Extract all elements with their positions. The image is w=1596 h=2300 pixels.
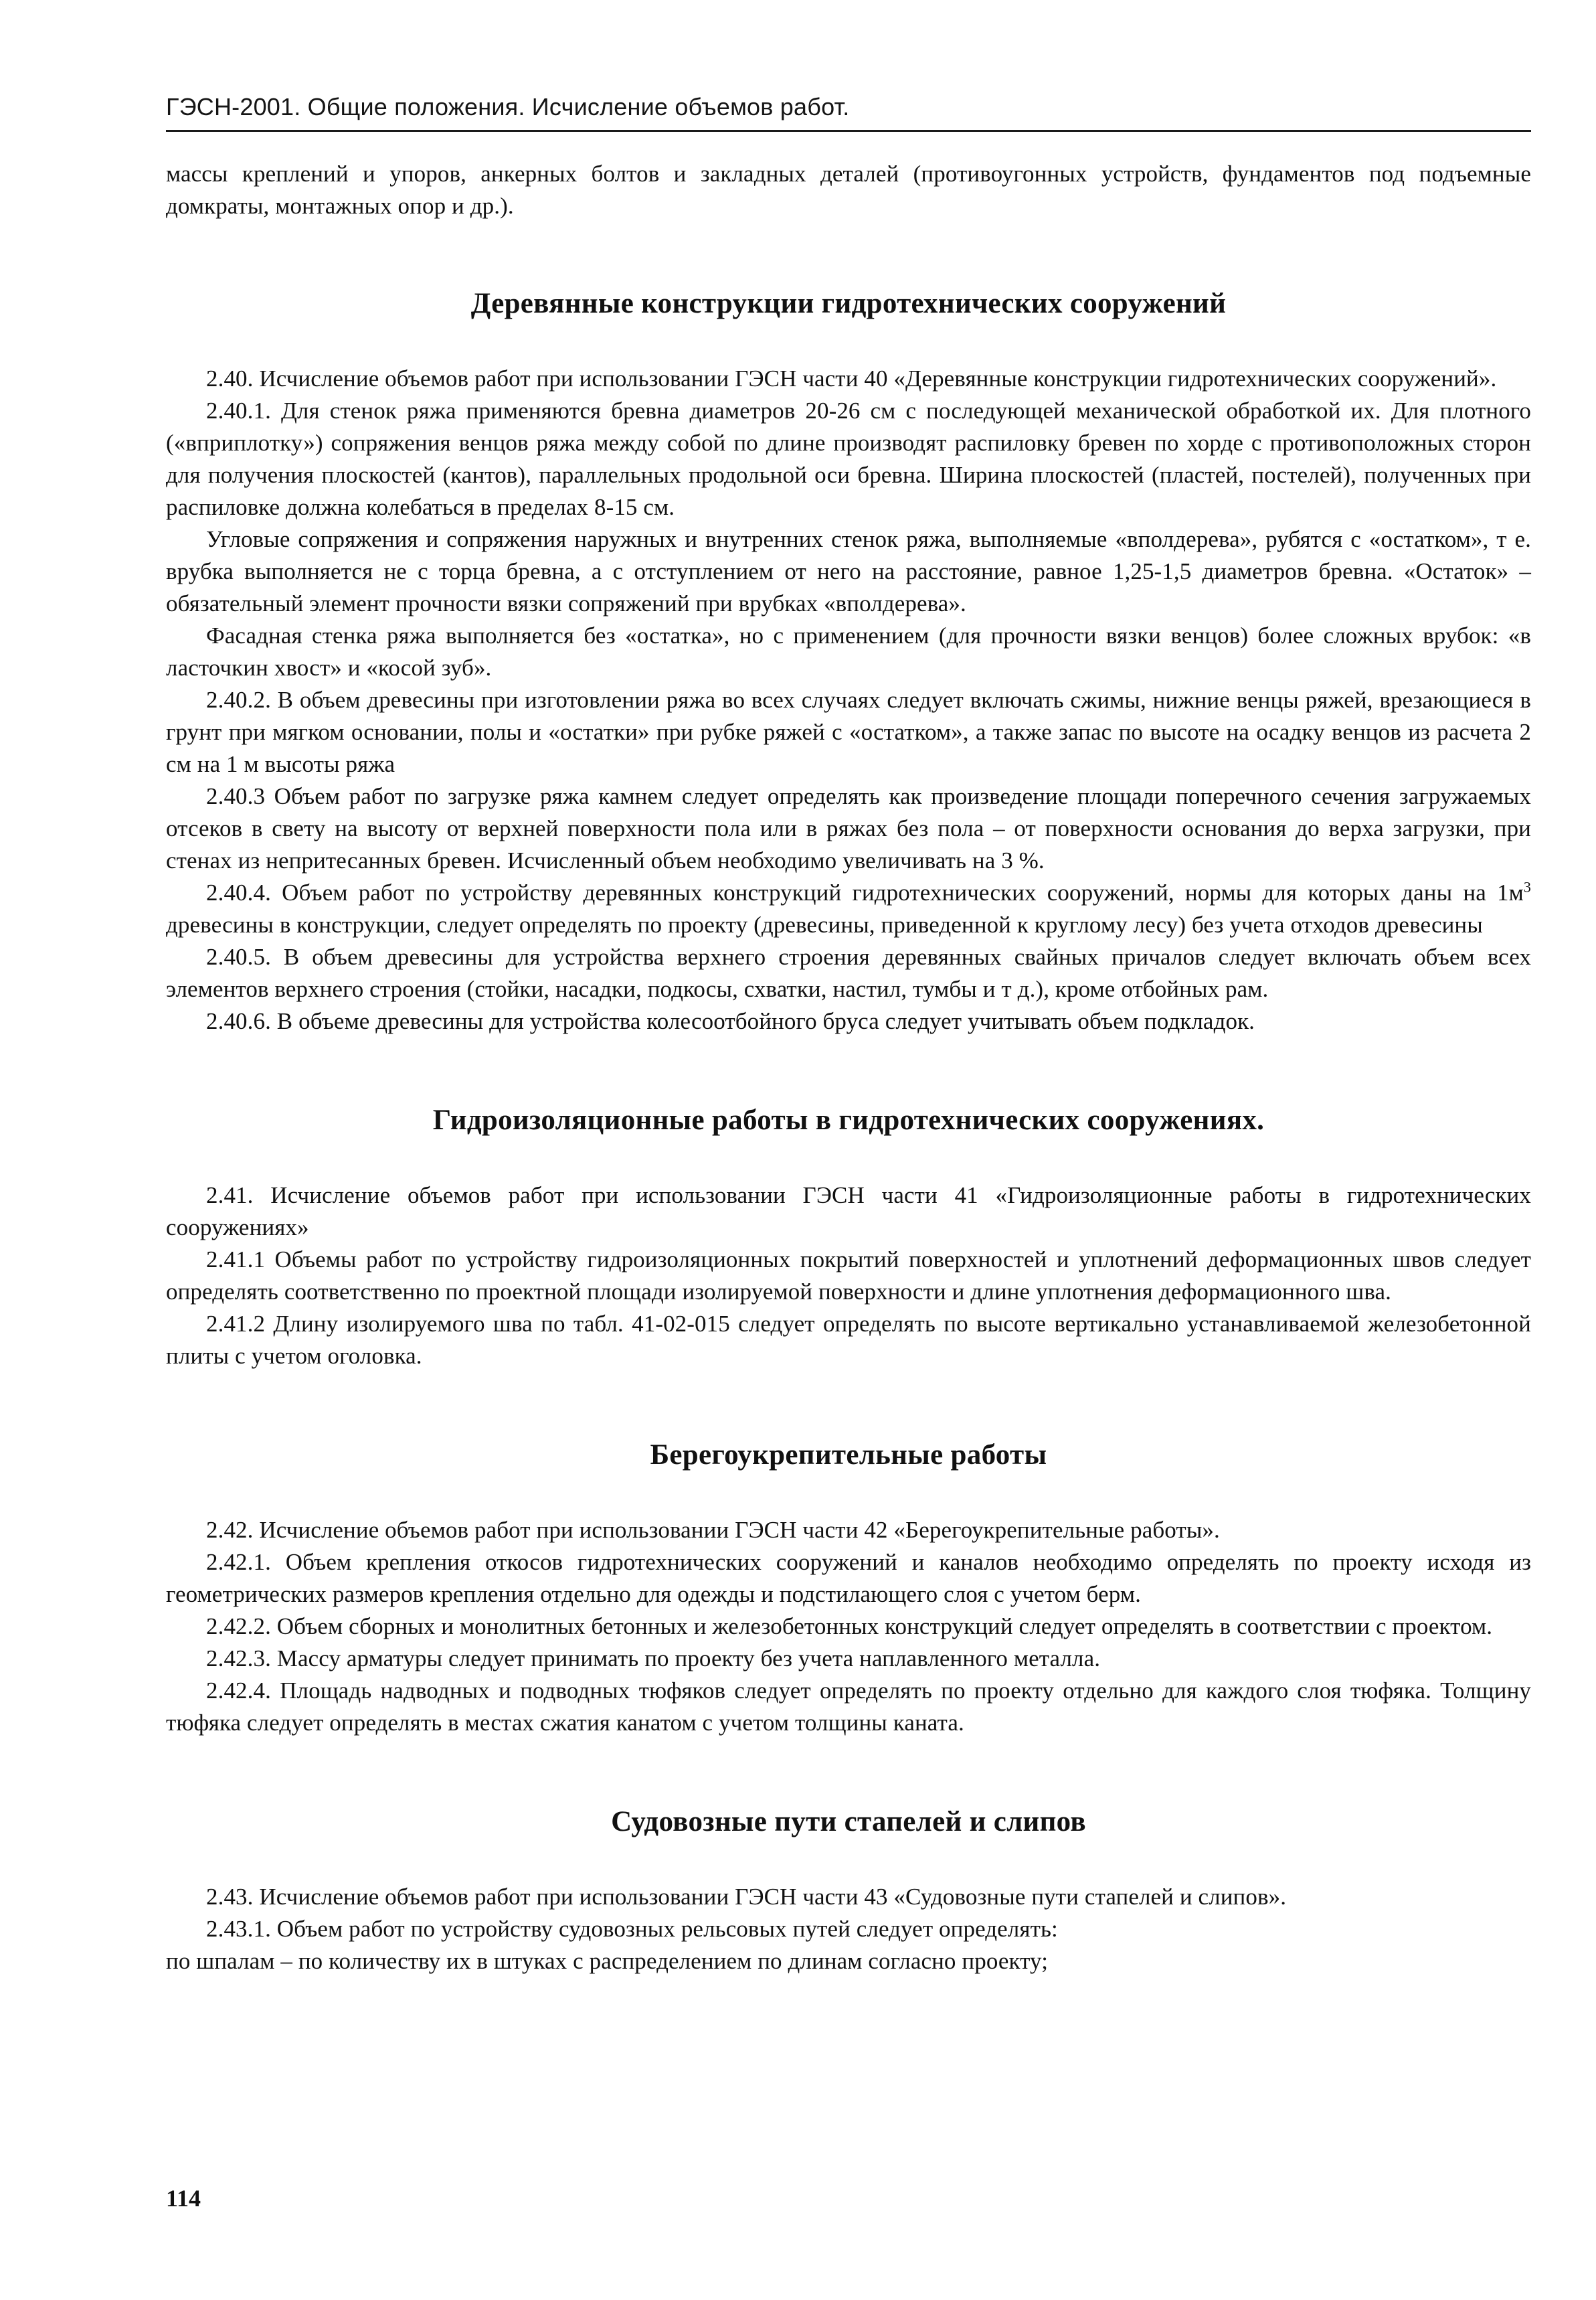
paragraph-2-42: 2.42. Исчисление объемов работ при использовании ГЭСН части 42 «Берегоукрепительные работы». bbox=[206, 1517, 1220, 1543]
superscript-cubic: 3 bbox=[1523, 878, 1531, 896]
paragraph-2-43-1: 2.43.1. Объем работ по устройству судовозных рельсовых путей следует определять: bbox=[206, 1916, 1058, 1942]
paragraph-2-42-2: 2.42.2. Объем сборных и монолитных бетонных и железобетонных конструкций следует определять в соответствии с проектом. bbox=[206, 1613, 1493, 1639]
paragraph-2-40: 2.40. Исчисление объемов работ при использовании ГЭСН части 40 «Деревянные конструкции гидротехнических сооружений». bbox=[206, 365, 1497, 392]
header-rule bbox=[166, 130, 1531, 132]
section-heading-waterproofing: Гидроизоляционные работы в гидротехнических сооружениях. bbox=[432, 1104, 1265, 1136]
paragraph-facade-wall: Фасадная стенка ряжа выполняется без «остатка», но с применением (для прочности вязки венцов) более сложных врубок: «в ласточкин хвост» и «косой зуб». bbox=[166, 623, 1531, 681]
paragraph-2-41-1: 2.41.1 Объемы работ по устройству гидроизоляционных покрытий поверхностей и уплотнений деформационных швов следует определять соответственно по проектной площади изолируемой поверхности и длине уплотнения деформационного шва. bbox=[166, 1246, 1531, 1305]
paragraph-2-42-1: 2.42.1. Объем крепления откосов гидротехнических сооружений и каналов необходимо определять по проекту исходя из геометрических размеров крепления отдельно для одежды и подстилающего слоя с учетом берм. bbox=[166, 1549, 1531, 1607]
paragraph-2-40-3: 2.40.3 Объем работ по загрузке ряжа камнем следует определять как произведение площади поперечного сечения загружаемых отсеков в свету на высоту от верхней поверхности пола или в ряжах без пола – от поверхности основания до верха загрузки, при стенах из непритесанных бревен. Исчисленный объем необходимо увеличивать на 3 %. bbox=[166, 783, 1531, 874]
page-body bbox=[166, 158, 1531, 1977]
paragraph-2-40-4 bbox=[166, 877, 1531, 941]
section-heading-wooden-structures: Деревянные конструкции гидротехнических сооружений bbox=[470, 288, 1227, 319]
section-heading-ship-tracks: Судовозные пути стапелей и слипов bbox=[611, 1806, 1086, 1837]
paragraph-2-40-4-text-start: 2.40.4. Объем работ по устройству деревянных конструкций гидротехнических сооружений, нормы для которых даны на 1м bbox=[206, 880, 1524, 906]
running-header: ГЭСН-2001. Общие положения. Исчисление объемов работ. bbox=[166, 93, 850, 120]
paragraph-2-41: 2.41. Исчисление объемов работ при использовании ГЭСН части 41 «Гидроизоляционные работы в гидротехнических сооружениях» bbox=[166, 1182, 1531, 1240]
paragraph-2-40-5: 2.40.5. В объем древесины для устройства верхнего строения деревянных свайных причалов следует включать объем всех элементов верхнего строения (стойки, насадки, подкосы, схватки, настил, тумбы и т д.), кроме отбойных рам. bbox=[166, 944, 1531, 1002]
paragraph-2-40-6: 2.40.6. В объеме древесины для устройства колесоотбойного бруса следует учитывать объем подкладок. bbox=[206, 1008, 1255, 1034]
paragraph-2-40-2: 2.40.2. В объем древесины при изготовлении ряжа во всех случаях следует включать сжимы, нижние венцы ряжей, врезающиеся в грунт при мягком основании, полы и «остатки» при рубке ряжей с «остатком», а также запас по высоте на осадку венцов из расчета 2 см на 1 м высоты ряжа bbox=[166, 687, 1531, 777]
paragraph-2-42-4: 2.42.4. Площадь надводных и подводных тюфяков следует определять по проекту отдельно для каждого слоя тюфяка. Толщину тюфяка следует определять в местах сжатия канатом с учетом толщины каната. bbox=[166, 1677, 1531, 1736]
paragraph-2-42-3: 2.42.3. Массу арматуры следует принимать по проекту без учета наплавленного металла. bbox=[206, 1645, 1101, 1671]
continuation-paragraph: массы креплений и упоров, анкерных болтов и закладных деталей (противоугонных устройств, фундаментов под подъемные домкраты, монтажных опор и др.). bbox=[166, 161, 1531, 219]
paragraph-2-41-2: 2.41.2 Длину изолируемого шва по табл. 41-02-015 следует определять по высоте вертикально устанавливаемой железобетонной плиты с учетом оголовка. bbox=[166, 1311, 1531, 1369]
page-number: 114 bbox=[166, 2185, 201, 2212]
paragraph-2-43: 2.43. Исчисление объемов работ при использовании ГЭСН части 43 «Судовозные пути стапелей и слипов». bbox=[206, 1884, 1287, 1910]
paragraph-sleepers: по шпалам – по количеству их в штуках с распределением по длинам согласно проекту; bbox=[166, 1948, 1049, 1974]
paragraph-corner-joints: Угловые сопряжения и сопряжения наружных и внутренних стенок ряжа, выполняемые «вполдерева», рубятся с «остатком», т е. врубка выполняется не с торца бревна, а с отступлением от него на расстояние, равное 1,25-1,5 диаметров бревна. «Остаток» – обязательный элемент прочности вязки сопряжений при врубках «вполдерева». bbox=[166, 526, 1531, 617]
paragraph-2-40-4-text-end: древесины в конструкции, следует определять по проекту (древесины, приведенной к круглому лесу) без учета отходов древесины bbox=[166, 912, 1483, 938]
paragraph-2-40-1: 2.40.1. Для стенок ряжа применяются бревна диаметров 20-26 см с последующей механической обработкой их. Для плотного («вприплотку») сопряжения венцов ряжа между собой по длине производят распиловку бревен по хорде с противоположных сторон для получения плоскостей (кантов), параллельных продольной оси бревна. Ширина плоскостей (пластей, постелей), полученных при распиловке должна колебаться в пределах 8-15 см. bbox=[166, 398, 1531, 520]
section-heading-bank-protection: Берегоукрепительные работы bbox=[650, 1439, 1047, 1471]
